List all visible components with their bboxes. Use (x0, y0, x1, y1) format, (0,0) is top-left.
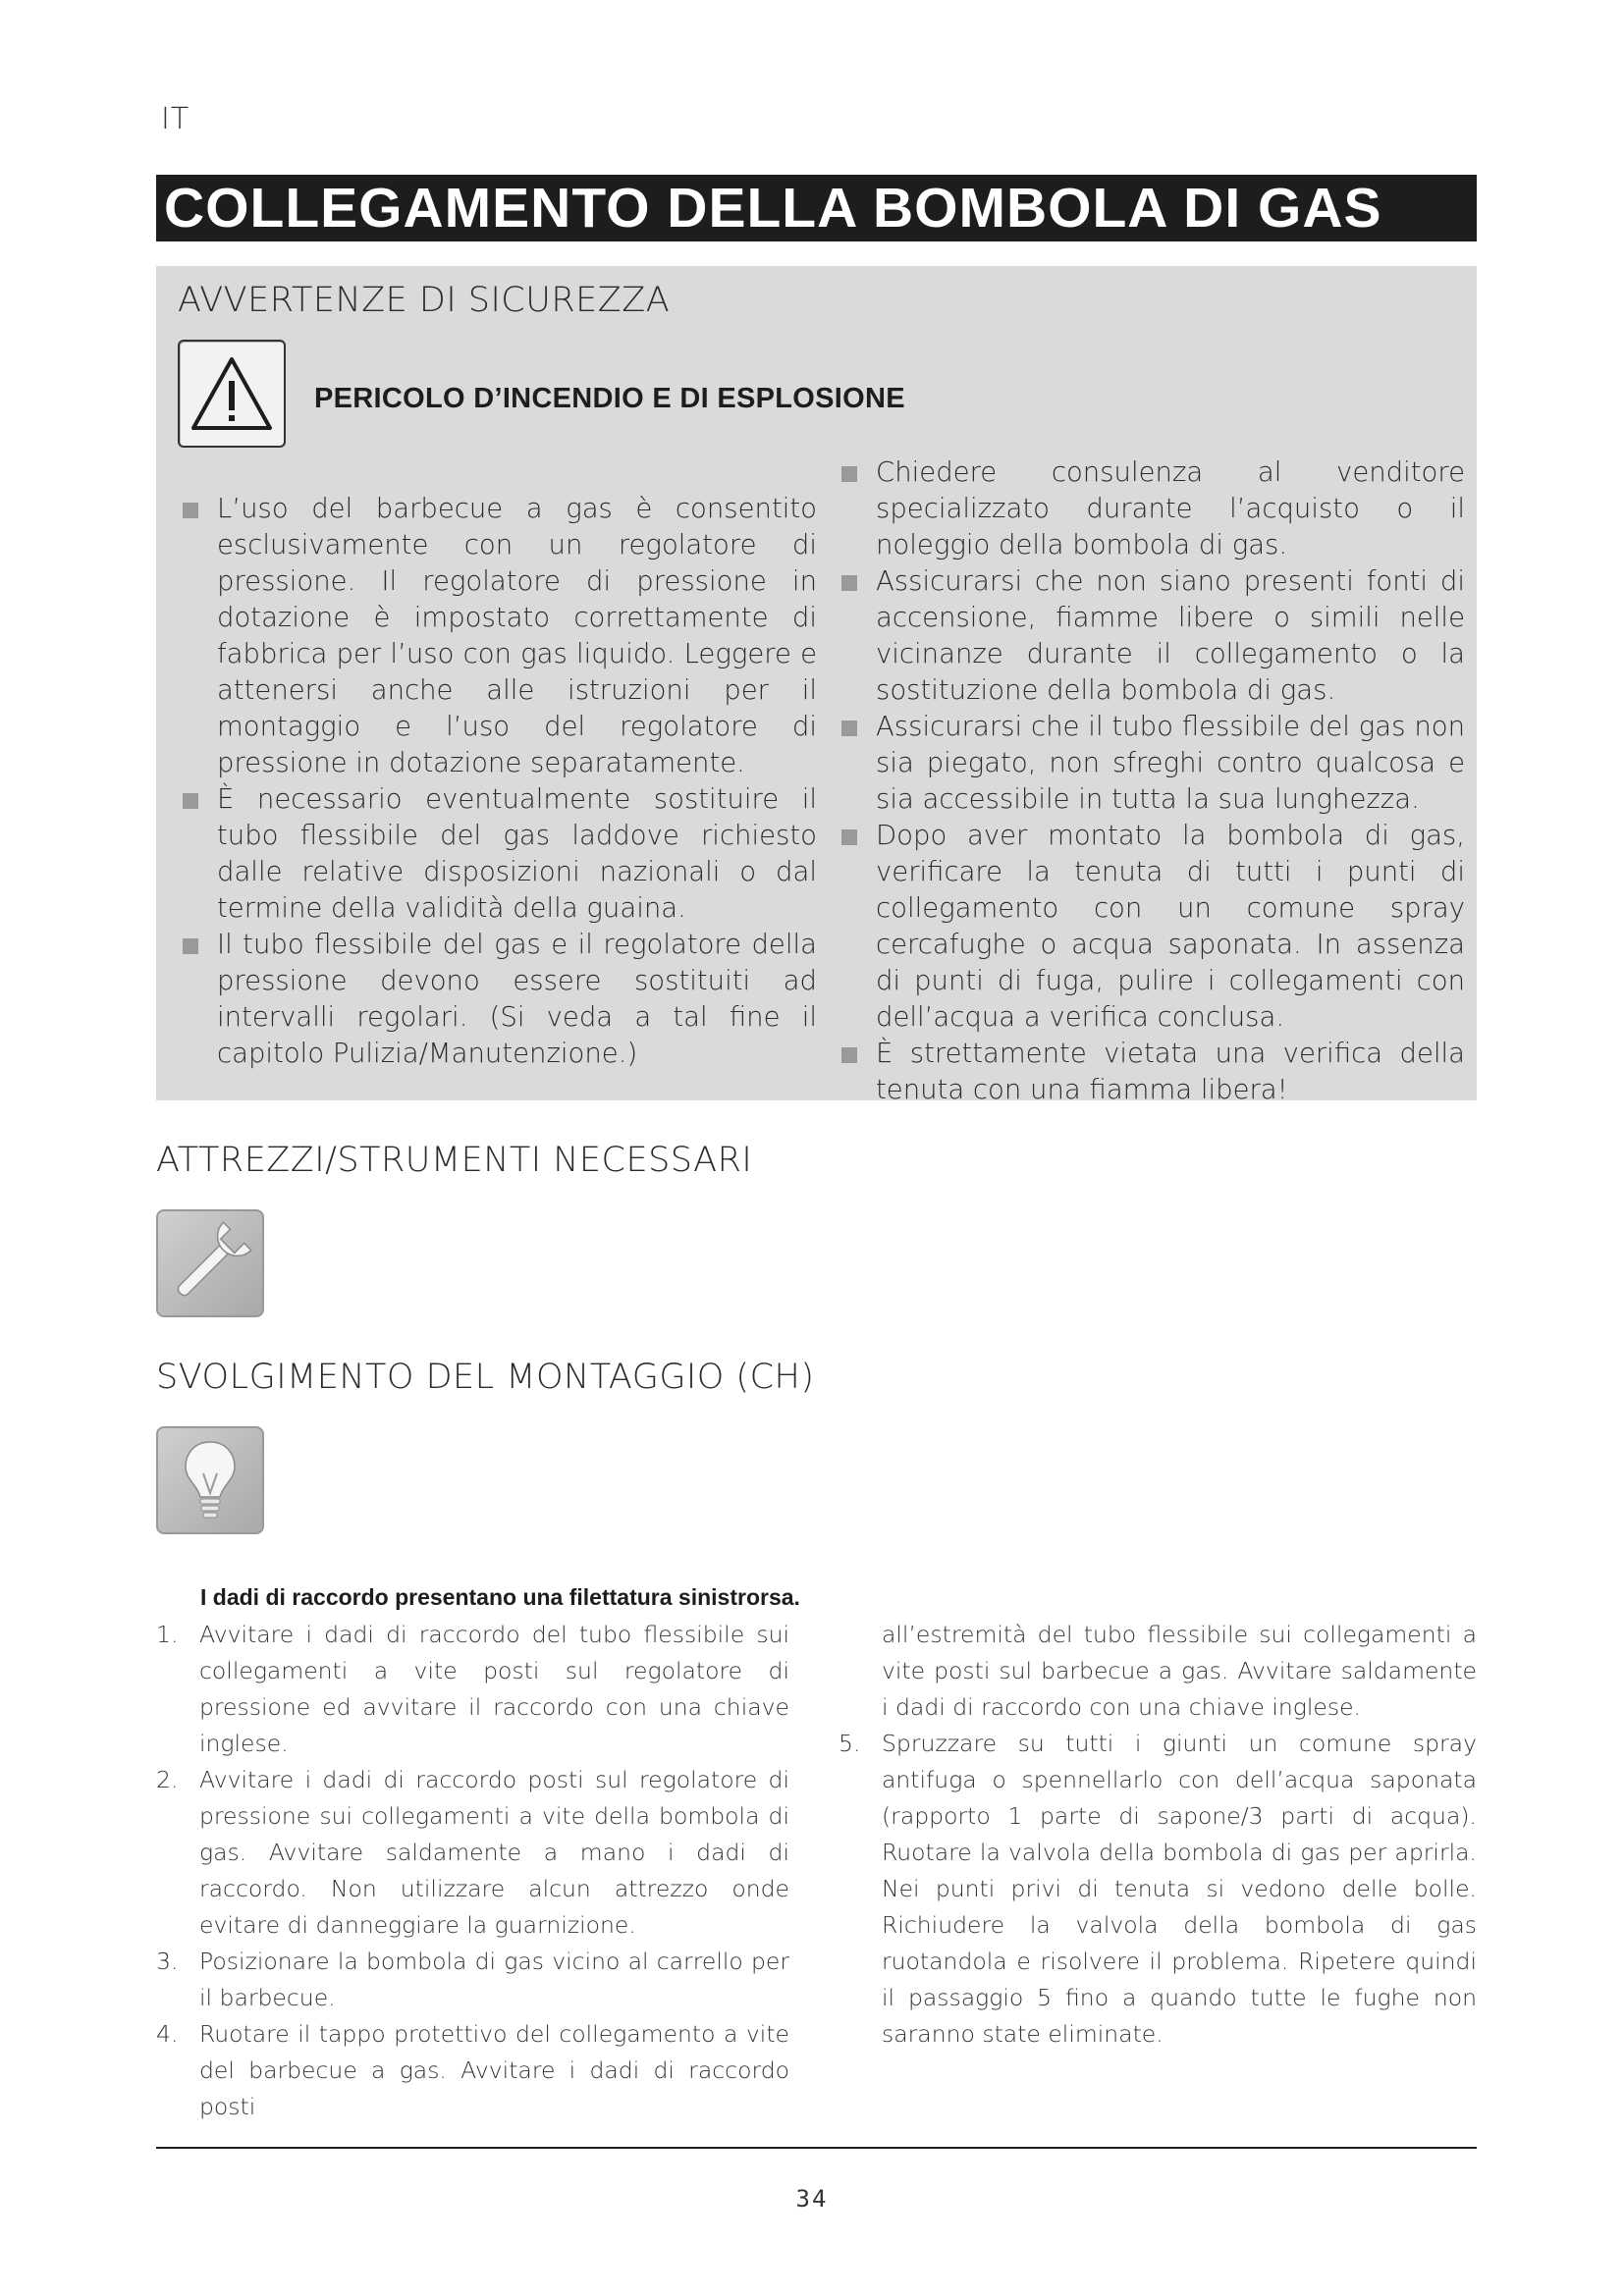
assembly-step: 5. Spruzzare su tutti i giunti un comune spray antifuga o spennellarlo con dell’acqua saponata (rapporto 1 parte di sapone/3 parti di acqua). Ruotare la valvola della bombola di gas per aprirla. Nei punti privi di tenuta si vedono delle bolle. Richiudere la valvola della bombola di gas ruotandola e risolvere il problema. Ripetere quindi il passaggio 5 fino a quando tutte le fughe non saranno state eliminate. (839, 1730, 1477, 2048)
safety-item: È necessario eventualmente sostituire il tubo flessibile del gas laddove richiesto dalle relative disposizioni nazionali o dal termine della validità della guaina. (178, 781, 817, 927)
tools-heading: ATTREZZI/STRUMENTI NECESSARI (156, 1141, 753, 1180)
safety-item: L’uso del barbecue a gas è consentito esclusivamente con un regolatore di pressione. Il regolatore di pressione in dotazione è impostato correttamente di fabbrica per l’uso con gas liquido. Leggere e attenersi anche alle istruzioni per il montaggio e l’uso del regolatore di pressione in dotazione separatamente. (178, 491, 817, 781)
assembly-step: 2. Avvitare i dadi di raccordo posti sul regolatore di pressione sui collegamenti a vite della bombola di gas. Avvitare saldamente a mano i dadi di raccordo. Non utilizzare alcun attrezzo onde evitare di danneggiare la guarnizione. (156, 1766, 789, 1939)
page-number: 34 (795, 2185, 829, 2213)
assembly-heading: SVOLGIMENTO DEL MONTAGGIO (CH) (156, 1358, 815, 1397)
page-title: COLLEGAMENTO DELLA BOMBOLA DI GAS (156, 175, 1477, 241)
safety-item: Assicurarsi che non siano presenti fonti di accensione, fiamme libere o simili nelle vicinanze durante il collegamento o la sostituzione della bombola di gas. (837, 563, 1465, 709)
warning-triangle-icon (178, 340, 286, 448)
step-4-continuation: all’estremità del tubo flessibile sui collegamenti a vite posti sul barbecue a gas. Avvitare saldamente i dadi di raccordo con una chiave inglese. (882, 1621, 1477, 1721)
safety-heading: AVVERTENZE DI SICUREZZA (178, 281, 671, 320)
warning-title: PERICOLO D’INCENDIO E DI ESPLOSIONE (314, 383, 905, 414)
assembly-steps-left (156, 1617, 789, 2125)
footer-divider (156, 2147, 1477, 2149)
assembly-step: 4. Ruotare il tappo protettivo del collegamento a vite del barbecue a gas. Avvitare i dadi di raccordo posti (156, 2020, 789, 2120)
safety-item: È strettamente vietata una verifica della tenuta con una fiamma libera! (837, 1036, 1465, 1108)
safety-left-column (178, 491, 817, 1072)
thread-note: I dadi di raccordo presentano una filettatura sinistrorsa. (200, 1584, 800, 1610)
safety-item: Dopo aver montato la bombola di gas, verificare la tenuta di tutti i punti di collegamento con un comune spray cercafughe o acqua saponata. In assenza di punti di fuga, pulire i collegamenti con dell’acqua a verifica conclusa. (837, 818, 1465, 1036)
safety-item: Chiedere consulenza al venditore specializzato durante l’acquisto o il noleggio della bombola di gas. (837, 454, 1465, 563)
safety-right-column (837, 454, 1465, 1108)
lightbulb-icon (156, 1426, 264, 1534)
safety-item: Assicurarsi che il tubo flessibile del gas non sia piegato, non sfreghi contro qualcosa e sia accessibile in tutta la sua lunghezza. (837, 709, 1465, 818)
wrench-icon (156, 1209, 264, 1317)
assembly-step: 3. Posizionare la bombola di gas vicino al carrello per il barbecue. (156, 1948, 789, 2011)
safety-item: Il tubo flessibile del gas e il regolatore della pressione devono essere sostituiti ad intervalli regolari. (Si veda a tal fine il capitolo Pulizia/Manutenzione.) (178, 927, 817, 1072)
assembly-step: 1. Avvitare i dadi di raccordo del tubo flessibile sui collegamenti a vite posti sul regolatore di pressione ed avvitare il raccordo con una chiave inglese. (156, 1621, 789, 1757)
assembly-steps-right (839, 1617, 1477, 2053)
language-code: IT (161, 102, 190, 136)
